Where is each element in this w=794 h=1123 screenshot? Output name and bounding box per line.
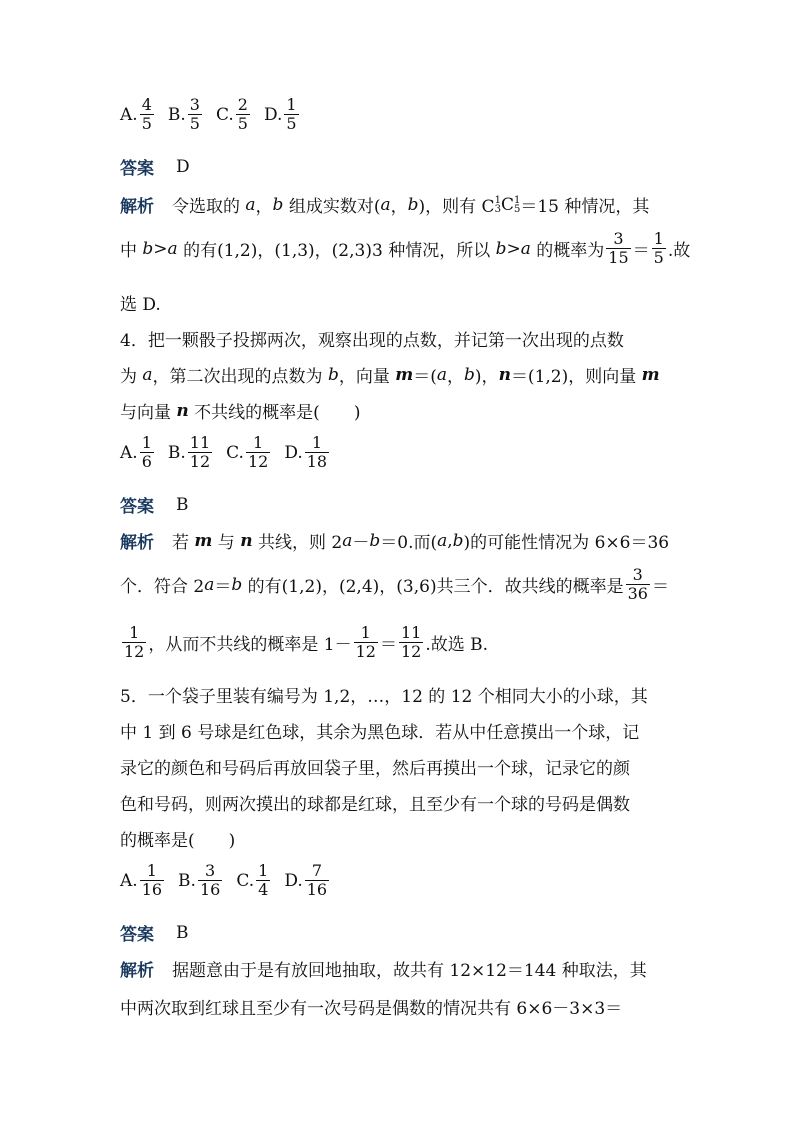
q3-options xyxy=(120,96,676,134)
option-c: C. $\frac{1}{4}$ xyxy=(236,861,269,900)
fraction: $\frac{1}{12}$ xyxy=(124,623,145,662)
answer-label: 答案 xyxy=(120,159,154,179)
solution-label: 解析 xyxy=(120,197,154,217)
q3-solution-line-1: 解析 令选取的 a ， b 组成实数对( a ， b )，则有 C 1 3 C 1 5 ＝15 种情况，其 xyxy=(120,192,676,217)
fraction: $\frac{11}{12}$ xyxy=(400,623,422,662)
fraction: $\frac{11}{12}$ xyxy=(189,433,211,472)
option-c: C. $\frac{2}{5}$ xyxy=(215,95,248,134)
fraction: $\frac{1}{4}$ xyxy=(258,861,269,900)
option-b: B. $\frac{11}{12}$ xyxy=(167,433,211,472)
q5-stem-line-4: 色和号码，则两次摸出的球都是红球，且至少有一个球的号码是偶数 xyxy=(120,795,630,815)
option-b: B. $\frac{3}{5}$ xyxy=(167,95,200,134)
fraction: $\frac{3}{36}$ xyxy=(627,565,648,604)
answer-value: D xyxy=(176,156,190,177)
fraction: $\frac{1}{16}$ xyxy=(141,861,163,900)
q3-solution-line-3: 选 D. xyxy=(120,295,161,315)
q4-options xyxy=(120,434,676,472)
option-d: D. $\frac{1}{5}$ xyxy=(263,95,297,134)
q4-answer xyxy=(120,492,676,517)
q4-stem-line-2: 为 a ，第二次出现的点数为 b ，向量 m ＝( a ， b )， n ＝(1,2)，则向量 m xyxy=(120,364,660,387)
option-d: D. $\frac{7}{16}$ xyxy=(284,861,328,900)
q4-solution-line-2: 个．符合 2 a ＝ b 的有(1,2)，(2,4)，(3,6)共三个．故共线的概率是 $\frac{3}{36}$ ＝ xyxy=(120,565,669,604)
fraction: $\frac{1}{5}$ xyxy=(653,229,664,268)
fraction: $\frac{3}{15}$ xyxy=(608,229,629,268)
answer-value: B xyxy=(176,494,189,515)
answer-label: 答案 xyxy=(120,497,154,517)
q3-solution-line-2: 中 b>a 的有(1,2)，(1,3)，(2,3)3 种情况，所以 b>a 的概率为 $\frac{3}{15}$ ＝ $\frac{1}{5}$ .故 xyxy=(120,229,691,268)
q5-answer xyxy=(120,920,676,945)
q4-stem-line-1: 4．把一颗骰子投掷两次，观察出现的点数，并记第一次出现的点数 xyxy=(120,331,624,351)
fraction: $\frac{1}{12}$ xyxy=(355,623,376,662)
q5-options xyxy=(120,862,676,900)
q5-solution-line-1: 解析 据题意由于是有放回地抽取，故共有 12×12＝144 种取法，其 xyxy=(120,956,676,981)
fraction: $\frac{1}{5}$ xyxy=(286,95,297,134)
fraction: $\frac{3}{16}$ xyxy=(199,861,221,900)
q5-solution-line-2: 中两次取到红球且至少有一次号码是偶数的情况共有 6×6－3×3＝ xyxy=(120,999,623,1019)
fraction: $\frac{1}{18}$ xyxy=(306,433,328,472)
solution-label: 解析 xyxy=(120,533,154,553)
answer-value: B xyxy=(176,922,189,943)
option-a: A. $\frac{1}{16}$ xyxy=(120,861,163,900)
fraction: $\frac{2}{5}$ xyxy=(237,95,248,134)
q5-stem-line-1: 5．一个袋子里装有编号为 1,2，…，12 的 12 个相同大小的小球，其 xyxy=(120,687,648,707)
option-a: A. $\frac{4}{5}$ xyxy=(120,95,152,134)
fraction: $\frac{1}{12}$ xyxy=(247,433,269,472)
q4-stem-line-3: 与向量 n 不共线的概率是( ) xyxy=(120,400,361,423)
option-a: A. $\frac{1}{6}$ xyxy=(120,433,152,472)
q4-solution-line-3: $\frac{1}{12}$ ，从而不共线的概率是 1－ $\frac{1}{12}$ ＝ $\frac{11}{12}$ .故选 B. xyxy=(124,623,489,662)
fraction: $\frac{1}{6}$ xyxy=(141,433,152,472)
option-b: B. $\frac{3}{16}$ xyxy=(178,861,221,900)
solution-label: 解析 xyxy=(120,961,154,981)
q5-stem-line-3: 录它的颜色和号码后再放回袋子里，然后再摸出一个球，记录它的颜 xyxy=(120,759,630,779)
q3-answer xyxy=(120,154,676,179)
q5-stem-line-2: 中 1 到 6 号球是红色球，其余为黑色球．若从中任意摸出一个球，记 xyxy=(120,723,640,743)
fraction: $\frac{7}{16}$ xyxy=(306,861,328,900)
fraction: $\frac{4}{5}$ xyxy=(141,95,152,134)
q4-solution-line-1: 解析 若 m 与 n 共线，则 2 a － b ＝0.而( a , b )的可能性情况为 6×6＝36 xyxy=(120,528,676,553)
q5-stem-line-5: 的概率是( ) xyxy=(120,831,236,851)
option-d: D. $\frac{1}{18}$ xyxy=(284,433,328,472)
option-c: C. $\frac{1}{12}$ xyxy=(226,433,269,472)
fraction: $\frac{3}{5}$ xyxy=(189,95,200,134)
answer-label: 答案 xyxy=(120,925,154,945)
